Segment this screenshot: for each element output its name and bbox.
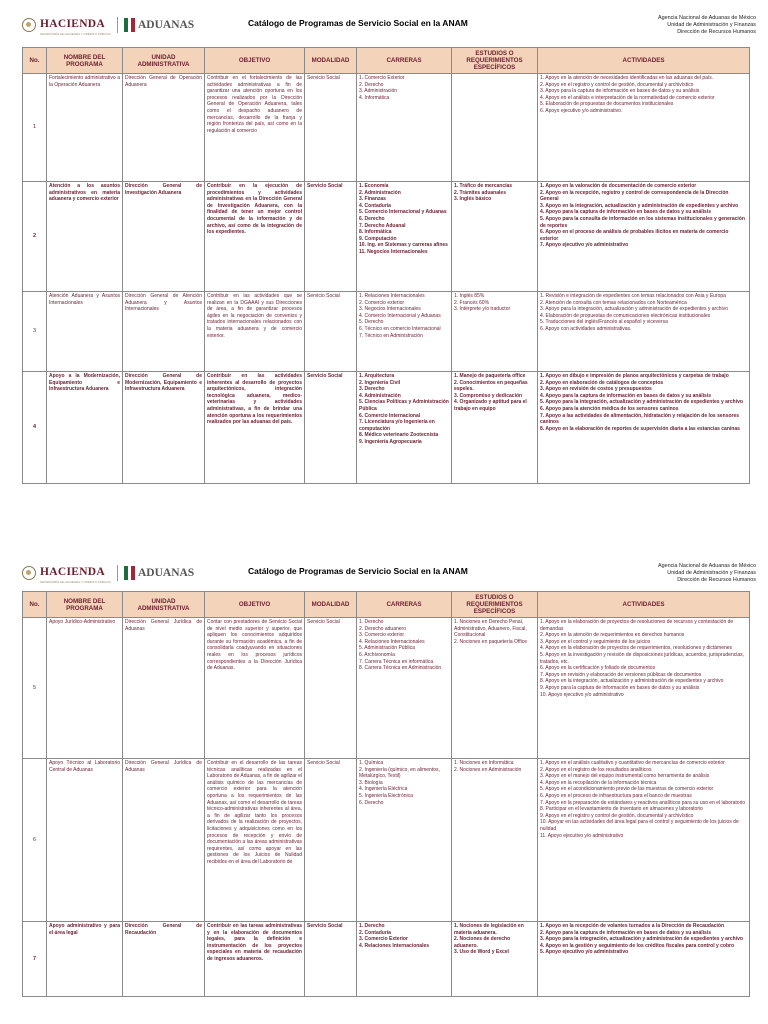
page-header	[0, 0, 768, 40]
careers-item: 1. Química	[359, 760, 384, 766]
requirements-item: 1. Manejo de paquetería office	[454, 373, 526, 379]
requirements	[452, 292, 538, 372]
careers-item: 5. Comercio Internacional y Aduanas	[359, 209, 447, 216]
activities-item: 4. Apoyo en la gestión y seguimiento de los créditos fiscales para control y cobro	[540, 942, 735, 949]
careers-item: 7. Técnico en Administración	[359, 332, 423, 339]
careers-item: 6. Técnico en comercio Internacional	[359, 325, 441, 332]
col-header: No.	[23, 48, 47, 74]
activities-item: 7. Apoyo a las actividades de alimentación, hidratación y relajación de los sensores caninos	[540, 412, 740, 426]
col-header: MODALIDAD	[305, 48, 357, 74]
activities-item: 3. Apoyo en el manejo del equipo instrumental como herramienta de análisis	[540, 773, 710, 780]
requirements-item: 1. Nociones en Informática	[454, 760, 514, 766]
activities	[538, 759, 750, 922]
activities-item: 3. Apoyo para la captura de información en bases de datos y su análisis	[540, 88, 700, 95]
careers-item: 9. Ingeniería Agropecuaria	[359, 438, 422, 445]
careers-item: 7. Carrera Técnica en informática	[359, 658, 434, 665]
careers-item: 4. Relaciones Internacionales	[359, 638, 425, 645]
admin-unit: Dirección General de Recaudación	[123, 922, 205, 997]
aduanas-logo-text: ADUANAS	[137, 567, 195, 579]
activities-item: 6. Apoyo en el proceso de análisis de probables ilícitos en materia de comercio exterior	[540, 229, 729, 242]
careers-item: 11. Negocios Internacionales	[359, 248, 428, 255]
hacienda-logo-text: HACIENDA SECRETARÍA DE HACIENDA Y CRÉDITO PÚBLICO	[40, 566, 111, 584]
col-header: MODALIDAD	[305, 592, 357, 618]
careers-item: 8. Carrera Técnica en Administración	[359, 665, 442, 672]
col-header: No.	[23, 592, 47, 618]
mexico-flag-icon	[124, 566, 135, 580]
careers-item: 4. Informática	[359, 94, 390, 101]
objective: Contribuir en las tareas administrativas y en la elaboración de documentos legales, para la definición e instrumentación de los proyectos especiales en materia de recaudación de ingresos aduaneros.	[205, 922, 305, 997]
modality: Servicio Social	[305, 182, 357, 292]
admin-unit: Dirección General de Modernización, Equipamiento e Infraestructura Aduanera	[123, 372, 205, 484]
hacienda-seal-icon	[22, 18, 36, 32]
activities-item: 2. Apoyo en elaboración de catálogos de conceptos	[540, 379, 664, 386]
careers-item: 5. Ingeniería Electrónica	[359, 792, 413, 799]
program-name: Apoyo a la Modernización, Equipamiento e Infraestructura Aduanera	[47, 372, 123, 484]
careers-item: 5. Administración Pública	[359, 645, 415, 652]
table-header-row	[23, 48, 750, 74]
activities-item: 5. Elaboración de propuestas de documentos institucionales	[540, 101, 674, 108]
activities-item: 6. Apoyo ejecutivo y/o administrativo.	[540, 107, 623, 114]
activities-item: 3. Apoyo para la integración, actualización y administración de expedientes y archivo	[540, 306, 728, 313]
modality: Servicio Social	[305, 292, 357, 372]
careers-item: 2. Administración	[359, 189, 401, 196]
activities-item: 8. Participar en el levantamiento de inventario en almacenes y laboratorio	[540, 806, 703, 813]
careers	[357, 292, 452, 372]
activities-item: 5. Apoyo para la integración, actualización y administración de expedientes y archivo	[540, 399, 743, 406]
col-header: CARRERAS	[357, 48, 452, 74]
activities-item: 1. Apoyo en dibujo e impresión de planos arquitectónicos y carpetas de trabajo	[540, 373, 729, 379]
careers-item: 6. Comercio Internacional	[359, 412, 421, 419]
careers-item: 5. Ciencias Políticas y Administración Pública	[359, 399, 449, 412]
careers-item: 3. Finanzas	[359, 196, 386, 203]
activities-item: 1. Apoyo en el análisis cualitativo y cuantitativo de mercancías de comercio exterior	[540, 760, 725, 766]
requirements-item: 2. Nociones de derecho aduanero.	[454, 936, 511, 949]
row-number: 1	[23, 74, 47, 182]
activities-item: 4. Apoyo en la elaboración de proyectos de requerimientos, resoluciones y dictámenes	[540, 645, 733, 652]
col-header: NOMBRE DEL PROGRAMA	[47, 48, 123, 74]
careers-item: 1. Derecho	[359, 923, 385, 929]
col-header: CARRERAS	[357, 592, 452, 618]
careers-item: 2. Contaduría	[359, 929, 391, 936]
aduanas-logo-text: ADUANAS	[137, 19, 195, 31]
row-number: 4	[23, 372, 47, 484]
activities-item: 1. Apoyo en la atención de necesidades identificadas en las aduanas del país.	[540, 75, 714, 81]
row-number: 7	[23, 922, 47, 997]
requirements-item: 2. Trámites aduanales	[454, 189, 506, 196]
activities-item: 4. Elaboración de propuestas de comunicaciones electrónicas institucionales	[540, 312, 711, 319]
careers-item: 9. Computación	[359, 235, 397, 242]
careers-item: 3. Derecho	[359, 386, 385, 393]
row-number: 6	[23, 759, 47, 922]
activities-item: 4. Apoyo para la captura de información en bases de datos y su análisis	[540, 392, 711, 399]
careers	[357, 74, 452, 182]
careers-item: 10. Ing. en Sistemas y carreras afines	[359, 242, 448, 249]
activities-item: 9. Apoyo en el registro y control de gestión, documental y archivístico	[540, 812, 694, 819]
table-row	[23, 292, 750, 372]
hacienda-seal-icon	[22, 566, 36, 580]
program-name: Apoyo Técnico al Laboratorio Central de Aduanas	[47, 759, 123, 922]
objective: Contribuir en el desarrollo de las tareas técnicas analíticas realizadas en el Laboratorio de Aduanas, a fin de agilizar el análisis químico de las mercancías de comercio exterior para la atención oportuna a los requerimientos de las Aduanas, así como el desarrollo de tareas técnico-administrativas inherentes al área, a fin de agilizar tanto los procesos derivados de la realización de proyectos, licitaciones y adquisiciones como en los procesos de recepción y envío de documentación a las áreas administrativas requirentes, así como apoyar en las gestiones de los Juicios de Nulidad recibidos en el área del Laboratorio de	[205, 759, 305, 922]
careers	[357, 922, 452, 997]
activities-item: 3. Apoyo en revisión de costos y presupuestos	[540, 386, 652, 393]
activities-item: 2. Apoyo en la atención de requerimientos en derechos humanos	[540, 632, 685, 639]
logo-divider	[117, 17, 118, 33]
objective: Contribuir en las actividades inherentes al desarrollo de proyectos arquitectónicos, integración tecnológica aduanera, medico-veterinarias y actividades administrativas, a fin de brindar una atención oportuna a los requerimientos realizados por las aduanas del país.	[205, 372, 305, 484]
agency-block: Agencia Nacional de Aduanas de México Unidad de Administración y Finanzas Dirección de Recursos Humanos	[658, 563, 756, 584]
activities-item: 6. Apoyo para la atención médica de los sensores caninos	[540, 405, 679, 412]
activities-item: 2. Apoyo para la captura de información en bases de datos y su análisis	[540, 929, 711, 936]
modality: Servicio Social	[305, 372, 357, 484]
careers-item: 2. Ingeniería Civil	[359, 379, 401, 386]
activities-item: 6. Apoyo con actividades administrativas.	[540, 325, 632, 332]
requirements-item: 1. Tráfico de mercancías	[454, 183, 513, 189]
objective: Contar con prestadores de Servicio Social de nivel medio superior y superior, que apliquen los conocimientos adquiridos durante su formación académica, a fin de consolidarla coadyuvando en situaciones reales en los procesos jurídicos correspondientes a la Dirección Jurídica de Aduanas.	[205, 618, 305, 759]
requirements-item: 4. Organizado y aptitud para el trabajo en equipo	[454, 399, 527, 412]
activities-item: 5. Apoyo para la consulta de información en los sistemas institucionales y generación de reportes	[540, 215, 745, 229]
careers	[357, 759, 452, 922]
activities	[538, 74, 750, 182]
careers	[357, 372, 452, 484]
admin-unit: Dirección General de Atención Aduanera y Asuntos Internacionales	[123, 292, 205, 372]
col-header: NOMBRE DEL PROGRAMA	[47, 592, 123, 618]
careers-item: 2. Derecho	[359, 81, 384, 88]
activities-item: 4. Apoyo en la recopilación de la información técnica	[540, 779, 657, 786]
modality: Servicio Social	[305, 618, 357, 759]
activities-item: 1. Apoyo en la valoración de documentación de comercio exterior	[540, 183, 697, 189]
programs-table	[22, 591, 750, 997]
requirements-item: 3. Uso de Word y Excel	[454, 949, 509, 956]
careers-item: 7. Derecho Aduanal	[359, 222, 406, 229]
agency-block: Agencia Nacional de Aduanas de México Unidad de Administración y Finanzas Dirección de Recursos Humanos	[658, 15, 756, 36]
careers-item: 8. Médico veterinario Zootecnista	[359, 432, 439, 439]
document-title: Catálogo de Programas de Servicio Social en la ANAM	[248, 18, 468, 28]
careers-item: 6. Archivonomía	[359, 651, 395, 658]
careers-item: 1. Arquitectura	[359, 373, 395, 379]
careers-item: 3. Comercio Exterior	[359, 936, 408, 943]
careers-item: 4. Comercio Internacional y Aduanas	[359, 312, 441, 319]
activities-item: 7. Apoyo en la preparación de estándares y reactivos analíticos para su uso en el laboratorio	[540, 799, 746, 806]
activities-item: 10. Apoyar en las actividades del área legal para el control y seguimiento de los juicios de nulidad	[540, 819, 739, 832]
activities-item: 9. Apoyo para la captura de información en bases de datos y su análisis	[540, 684, 700, 691]
careers	[357, 182, 452, 292]
activities-item: 3. Apoyo para la integración, actualización y administración de expedientes y archivo	[540, 936, 743, 943]
careers-item: 4. Contaduría	[359, 202, 391, 209]
col-header: OBJETIVO	[205, 592, 305, 618]
careers-item: 8. Informática	[359, 229, 392, 236]
program-name: Apoyo Jurídico-Administrativo	[47, 618, 123, 759]
careers-item: 1. Comercio Exterior	[359, 75, 405, 81]
objective: Contribuir en las actividades que se realizan en la DGAAAI y sus Direcciones de área, a fin de garantizar procesos ágiles en la negociación de convenios y tratados internacionales relacionados con la materia aduanera y de comercio exterior.	[205, 292, 305, 372]
col-header: OBJETIVO	[205, 48, 305, 74]
program-name: Fortalecimiento administrativo a la Operación Aduanera	[47, 74, 123, 182]
activities-item: 5. Apoyo en el acondicionamiento previo de las muestras de comercio exterior	[540, 786, 714, 793]
requirements-item: 1. Nociones de legislación en materia aduanera.	[454, 923, 524, 936]
careers-item: 4. Relaciones Internacionales	[359, 942, 430, 949]
program-name: Apoyo administrativo y para el área legal	[47, 922, 123, 997]
activities	[538, 922, 750, 997]
admin-unit: Dirección General Jurídica de Aduanas	[123, 618, 205, 759]
careers-item: 3. Negocios Internacionales	[359, 306, 421, 313]
page-header	[0, 548, 768, 588]
table-row	[23, 372, 750, 484]
col-header: ESTUDIOS O REQUERIMIENTOS ESPECÍFICOS	[452, 48, 538, 74]
activities-item: 4. Apoyo para la captura de información en bases de datos y su análisis	[540, 209, 711, 216]
table-row	[23, 618, 750, 759]
table-header-row	[23, 592, 750, 618]
program-name: Atención a los asuntos administrativos en materia aduanera y comercio exterior	[47, 182, 123, 292]
requirements-item: 3. Intérprete y/o traductor	[454, 306, 511, 313]
col-header: UNIDAD ADMINISTRATIVA	[123, 592, 205, 618]
activities-item: 4. Apoyo en el análisis e interpretación de la normatividad de comercio exterior	[540, 94, 715, 101]
requirements-item: 1. Nociones en Derecho Penal, Administrativo, Aduanero, Fiscal, Constitucional	[454, 619, 527, 639]
activities-item: 8. Apoyo en la elaboración de reportes de supervisión diaria a las estancias caninas	[540, 425, 740, 432]
row-number: 5	[23, 618, 47, 759]
activities	[538, 372, 750, 484]
careers-item: 5. Derecho	[359, 319, 384, 326]
activities-item: 7. Apoyo ejecutivo y/o administrativo	[540, 242, 629, 249]
requirements-item: 2. Nociones en Administración	[454, 766, 522, 773]
activities-item: 6. Apoyo en la certificación y foliado de documentos	[540, 665, 656, 672]
activities-item: 1. Apoyo en la recepción de volantes turnados a la Dirección de Recaudación	[540, 923, 725, 929]
careers-item: 1. Relaciones Internacionales	[359, 293, 425, 299]
careers-item: 7. Licenciatura y/o Ingeniería en computación	[359, 419, 435, 432]
activities-item: 5. Traducciones del inglés/Francés al español y viceversa	[540, 319, 668, 326]
activities-item: 3. Apoyo en la integración, actualización y administración de expedientes y archivo	[540, 202, 739, 209]
careers-item: 6. Derecho	[359, 799, 384, 806]
careers-item: 3. Comercio exterior	[359, 632, 405, 639]
catalog-page-1	[0, 0, 768, 500]
modality: Servicio Social	[305, 759, 357, 922]
activities-item: 1. Apoyo en la elaboración de proyectos de resoluciones de recursos y contestación de demandas	[540, 619, 734, 632]
modality: Servicio Social	[305, 922, 357, 997]
careers-item: 2. Ingeniería (químico, en alimentos, Metalúrgico, Textil)	[359, 766, 440, 780]
careers-item: 1. Derecho	[359, 619, 384, 625]
requirements-item: 3. Inglés básico	[454, 196, 492, 203]
activities	[538, 182, 750, 292]
careers-item: 1. Economía	[359, 183, 389, 189]
programs-table	[22, 47, 750, 484]
activities-item: 11. Apoyo ejecutivo y/o administrativo	[540, 832, 624, 839]
careers-item: 2. Comercio exterior	[359, 299, 405, 306]
table-row	[23, 74, 750, 182]
activities-item: 1. Revisión e integración de expedientes con temas relacionados con Asia y Europa	[540, 293, 726, 299]
requirements-item: 2. Conocimientos en pequeñas espeles.	[454, 379, 528, 393]
admin-unit: Dirección General de Investigación Aduanera	[123, 182, 205, 292]
careers-item: 4. Administración	[359, 392, 401, 399]
admin-unit: Dirección General Jurídica de Aduanas	[123, 759, 205, 922]
row-number: 2	[23, 182, 47, 292]
activities-item: 2. Apoyo en la recepción, registro y control de correspondencia de la Dirección General	[540, 189, 729, 203]
activities-item: 10. Apoyo ejecutivo y/o administrativo	[540, 691, 624, 698]
admin-unit: Dirección General de Operación Aduanera	[123, 74, 205, 182]
row-number: 3	[23, 292, 47, 372]
activities-item: 2. Atención de consulta con temas relacionados con Norteamérica	[540, 299, 687, 306]
catalog-page-2	[0, 548, 768, 1024]
table-row	[23, 759, 750, 922]
requirements	[452, 372, 538, 484]
requirements	[452, 74, 538, 182]
hacienda-logo-text: HACIENDA SECRETARÍA DE HACIENDA Y CRÉDITO PÚBLICO	[40, 18, 111, 36]
careers-item: 3. Administración	[359, 88, 398, 95]
requirements	[452, 182, 538, 292]
requirements-item: 2. Nociones en paquetería Office	[454, 638, 528, 645]
col-header: ESTUDIOS O REQUERIMIENTOS ESPECÍFICOS	[452, 592, 538, 618]
careers	[357, 618, 452, 759]
requirements-item: 1. Inglés 85%	[454, 293, 485, 299]
objective: Contribuir en el fortalecimiento de las actividades administrativas a fin de garantizar una atención oportuna en los procesos realizados por la Dirección General de Operación Aduanera, tales como el despacho aduanero de mercancías, desarrollo de la franja y región fronteriza del país, así como en la regulación al comercio	[205, 74, 305, 182]
careers-item: 2. Derecho aduanero	[359, 625, 406, 632]
table-row	[23, 922, 750, 997]
careers-item: 6. Derecho	[359, 215, 385, 222]
col-header: ACTIVIDADES	[538, 592, 750, 618]
mexico-flag-icon	[124, 18, 135, 32]
activities-item: 2. Apoyo en el registro y control de gestión, documental y archivístico	[540, 81, 694, 88]
requirements	[452, 922, 538, 997]
activities-item: 3. Apoyo en el control y seguimiento de los juicios	[540, 638, 651, 645]
requirements	[452, 618, 538, 759]
activities-item: 2. Apoyo en el registro de los resultados analíticos	[540, 766, 652, 773]
objective: Contribuir en la ejecución de procedimientos y actividades administrativas en la Dirección General de Investigación Aduanera, con la finalidad de tener un mejor control documental de la información y de archivo, así como de la integración de los expedientes.	[205, 182, 305, 292]
hacienda-aduanas-logo	[22, 562, 194, 584]
activities-item: 6. Apoyo en el proceso de infraestructura para el banco de muestras	[540, 792, 692, 799]
requirements-item: 2. Francés 60%	[454, 299, 490, 306]
logo-divider	[117, 565, 118, 581]
activities-item: 8. Apoyo en la integración, actualización y administración de expedientes y archivo	[540, 678, 724, 685]
careers-item: 3. Biología	[359, 779, 383, 786]
document-title: Catálogo de Programas de Servicio Social en la ANAM	[248, 566, 468, 576]
activities-item: 7. Apoyo en revisión y elaboración de versiones públicas de documentos	[540, 671, 702, 678]
col-header: ACTIVIDADES	[538, 48, 750, 74]
requirements	[452, 759, 538, 922]
activities-item: 5. Apoyo ejecutivo y/o administrativo	[540, 949, 629, 956]
activities	[538, 292, 750, 372]
modality: Servicio Social	[305, 74, 357, 182]
activities	[538, 618, 750, 759]
careers-item: 4. Ingeniería Eléctrica	[359, 786, 408, 793]
hacienda-aduanas-logo	[22, 14, 194, 36]
col-header: UNIDAD ADMINISTRATIVA	[123, 48, 205, 74]
activities-item: 5. Apoyo en la investigación y revisión de disposiciones jurídicas, acuerdos, jurisprudencias, tratados, etc.	[540, 651, 745, 665]
program-name: Atención Aduanera y Asuntos Internacionales	[47, 292, 123, 372]
requirements-item: 3. Compromiso y dedicación	[454, 392, 523, 399]
table-row	[23, 182, 750, 292]
